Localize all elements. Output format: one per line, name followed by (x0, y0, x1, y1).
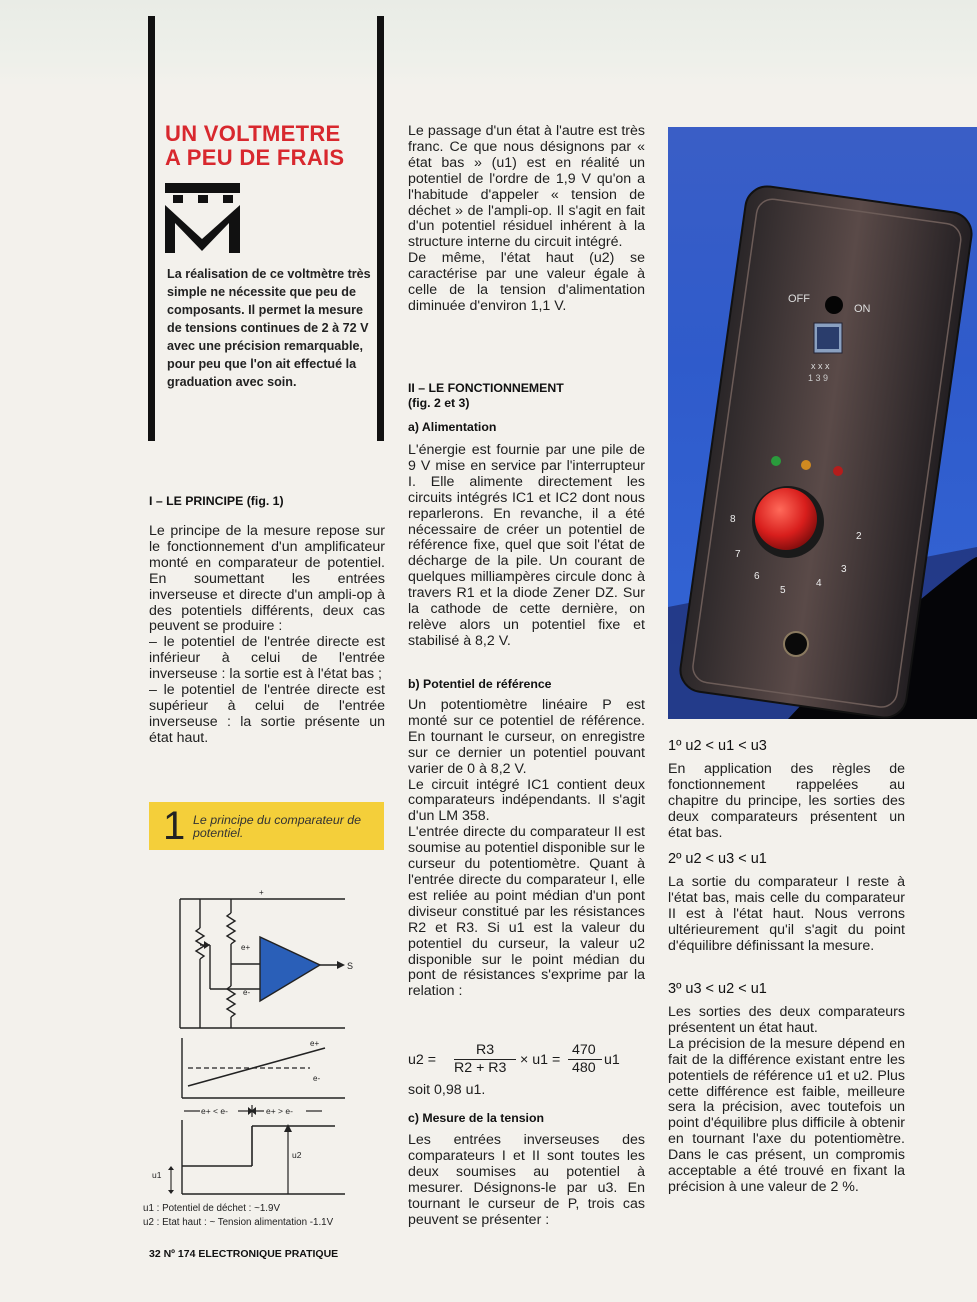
case2-heading: 2º u2 < u3 < u1 (668, 851, 767, 867)
case2-text: La sortie du comparateur I reste à l'état bas, mais celle du comparateur II est à l'état haut. Nous verrons ultérieurement qu'il s'agit du point d'équilibre définissant la mesure. (668, 874, 905, 954)
top-margin-area (0, 0, 977, 86)
label-em: e- (243, 988, 251, 997)
red-led-icon (833, 466, 843, 476)
formula-num: R3 (476, 1042, 495, 1058)
label-ep: e+ (241, 943, 251, 952)
red-knob-icon (755, 488, 817, 550)
heading-alimentation: a) Alimentation (408, 420, 497, 434)
graph-ep-label: e+ (310, 1039, 320, 1048)
formula-result: soit 0,98 u1. (408, 1082, 486, 1098)
amber-led-icon (801, 460, 811, 470)
heading-reference: b) Potentiel de référence (408, 677, 552, 691)
article-lead: La réalisation de ce voltmètre très simple ne nécessite que peu de composants. Il permet la mesure de tensions continues de 2 à 72 V avec une précision remarquable, pour peu que l'on ait effectué la graduation avec soin. (167, 267, 371, 389)
case3-text (668, 1005, 905, 1196)
reference-p3: L'entrée directe du comparateur II est soumise au potentiel disponible sur le curseur du potentiomètre. Quant à l'entrée directe du comparateur I, elle est reliée au point médian d'un pont diviseur constitué par les résistances R2 et R3. Si u1 est la valeur du potentiel du curseur, la valeur u2 disponible sur le point médian du pont de résistances s'exprime par la relation : (408, 824, 645, 1000)
output-graph (140, 1118, 385, 1198)
heading-fonctionnement-line2: (fig. 2 et 3) (408, 396, 470, 410)
label-off: OFF (788, 293, 810, 305)
input-graph (140, 1036, 385, 1101)
case3-p2: La précision de la mesure dépend en fait de la différence existant entre les potentiels de référence u1 et u2. Plus cette différence est faible, meilleure sera la précision, avec toutefois un point d'équilibre plus difficile à obtenir en tournant l'axe du potentiomètre. Dans le cas présent, un compromis acceptable a été trouvé en fixant la précision à une valeur de 2 %. (668, 1035, 905, 1195)
potentiometer (196, 928, 204, 959)
title-line-1: UN VOLTMETRE (165, 121, 341, 146)
formula-end: u1 (604, 1052, 620, 1068)
resistor-r3 (227, 986, 235, 1017)
label-s: S (347, 961, 354, 971)
scale-5: 5 (780, 585, 786, 596)
magazine-logo (165, 183, 240, 253)
case3-heading: 3º u3 < u2 < u1 (668, 981, 767, 997)
figure-legend (143, 1202, 333, 1230)
scale-7: 7 (735, 549, 741, 560)
label-plus: + (259, 888, 264, 897)
scale-2: 2 (856, 531, 862, 542)
principe-case-1: – le potentiel de l'entrée directe est inférieur à celui de l'entrée inverseuse : la sortie est à l'état bas ; (149, 634, 385, 683)
col2-intro (408, 124, 645, 315)
heading-fonctionnement-line1: II – LE FONCTIONNEMENT (408, 381, 564, 395)
legend-u2: u2 : Etat haut : ~ Tension alimentation -1.1V (143, 1217, 334, 1228)
principe-paragraph: Le principe de la mesure repose sur le fonctionnement d'un amplificateur monté en comparateur de potentiel. En soumettant les entrées inverseuse et directe d'un ampli-op à des potentiels différents, deux cas peuvent se produire : (149, 523, 385, 635)
title-line-2: A PEU DE FRAIS (165, 145, 345, 170)
reference-p2: Le circuit intégré IC1 contient deux comparateurs indépendants. Il s'agit d'un LM 358. (408, 776, 645, 825)
heading-principe: I – LE PRINCIPE (fig. 1) (149, 494, 284, 508)
mesure-text: Les entrées inverseuses des comparateurs I et II sont toutes les deux soumises au potentiel à mesurer. Désignons-le par u3. En tournant le curseur de P, trois cas peuvent se présenter : (408, 1132, 645, 1228)
opamp-triangle (260, 937, 320, 1001)
heading-fonctionnement (408, 381, 645, 411)
formula-mid: × u1 = (520, 1052, 561, 1068)
state-high-label: e+ > e- (266, 1106, 293, 1116)
legend-u1: u1 : Potentiel de déchet : ~1.9V (143, 1203, 280, 1214)
scale-4: 4 (816, 578, 822, 589)
figure-caption: Le principe du comparateur de potentiel. (193, 813, 362, 840)
green-led-icon (771, 456, 781, 466)
title-frame-left-bar (148, 16, 155, 441)
state-low-label: e+ < e- (201, 1106, 228, 1116)
resistor-r2 (227, 913, 235, 944)
formula-den: R2 + R3 (454, 1060, 507, 1076)
graph-em-label: e- (313, 1074, 321, 1083)
alimentation-text: L'énergie est fournie par une pile de 9 V mise en service par l'interrupteur I. Elle alimente directement les circuits intégrés IC1 et IC2 dont nous reparlerons. En revanche, il a été nécessaire de créer un potentiel de référence fixe, quel que soit l'état de décharge de la pile. Un courant de quelques milliampères circule donc à travers R1 et la diode Zener DZ. Sur la cathode de cette dernière, on relève alors un potentiel fixe et stabilisé à 8,2 V. (408, 442, 645, 649)
scale-6: 6 (754, 571, 760, 582)
input-jack-icon (784, 632, 808, 656)
case3-p1: Les sorties des deux comparateurs présentent un état haut. (668, 1004, 905, 1036)
reference-text (408, 698, 645, 1000)
figure-number: 1 (163, 804, 186, 848)
u1-label: u1 (152, 1170, 162, 1180)
case1-text: En application des règles de fonctionnement rappelées au chapitre du principe, les sorties des deux comparateurs présentent un état bas. (668, 761, 905, 841)
formula-den2: 480 (572, 1060, 596, 1076)
scale-8: 8 (730, 514, 736, 525)
intro-paragraph: Le passage d'un état à l'autre est très franc. Ce que nous désignons par « état bas » (u1) est en réalité un potentiel de l'ordre de 1,9 V qu'on a l'habitude d'appeler « tension de déchet » de l'ampli-op. Il s'agit en fait d'un potentiel résiduel inhérent à la structure interne du circuit intégré. (408, 123, 645, 251)
title-frame-right-bar (377, 16, 384, 441)
ep-ramp (188, 1048, 325, 1086)
case1-heading: 1º u2 < u1 < u3 (668, 738, 767, 754)
reference-p1: Un potentiomètre linéaire P est monté sur ce potentiel de référence. En tournant le curseur, on enregistre sur ce dernier un potentiel pouvant varier de 0 à 8,2 V. (408, 697, 645, 777)
formula-num2: 470 (572, 1042, 596, 1058)
voltmeter-photo (668, 127, 977, 719)
label-xxx: x x x (811, 361, 830, 371)
label-digits: 1 3 9 (808, 373, 829, 383)
power-switch-icon (825, 296, 843, 314)
etat-haut-paragraph: De même, l'état haut (u2) se caractérise par une valeur égale à celle de la tension d'alimentation diminuée d'environ 1,1 V. (408, 250, 645, 314)
comparator-schematic (140, 885, 385, 1035)
principe-case-2: – le potentiel de l'entrée directe est supérieur à celui de l'entrée inverseuse : la sortie présente un état haut. (149, 682, 385, 746)
principe-text (149, 524, 385, 747)
scale-3: 3 (841, 564, 847, 575)
heading-mesure: c) Mesure de la tension (408, 1111, 544, 1125)
voltmeter-illustration (668, 127, 977, 719)
page-footer: 32 Nº 174 ELECTRONIQUE PRATIQUE (149, 1248, 339, 1260)
formula-lhs: u2 = (408, 1052, 437, 1068)
u2-label: u2 (292, 1150, 302, 1160)
article-title (165, 122, 375, 170)
label-on: ON (854, 303, 871, 315)
divider-formula (408, 1042, 645, 1082)
